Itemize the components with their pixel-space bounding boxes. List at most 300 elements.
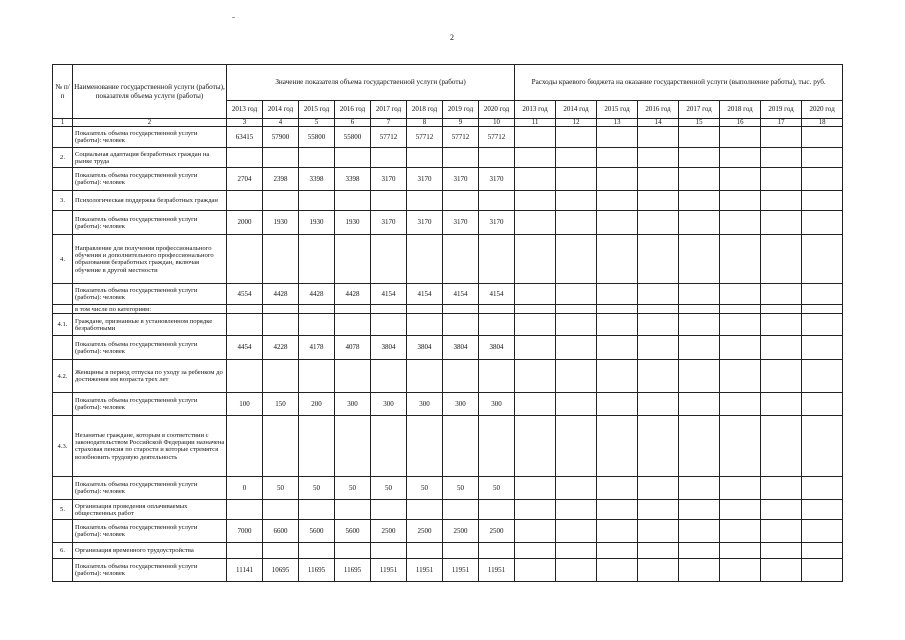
expense-cell: [679, 336, 720, 360]
column-index: 8: [407, 119, 443, 127]
column-index: 9: [443, 119, 479, 127]
services-table: [52, 64, 843, 582]
row-value: 5600: [335, 520, 371, 543]
row-value: 4228: [263, 336, 299, 360]
row-value: 3398: [335, 168, 371, 191]
row-value: [407, 543, 443, 559]
row-value: [335, 360, 371, 393]
row-number: [53, 211, 73, 235]
row-value: [227, 305, 263, 314]
expense-cell: [720, 211, 761, 235]
row-value: 3804: [479, 336, 515, 360]
year-header-values: 2018 год: [407, 101, 443, 119]
row-value: [443, 314, 479, 336]
year-header-values: 2019 год: [443, 101, 479, 119]
row-value: 4154: [407, 284, 443, 305]
header-row: [53, 65, 843, 101]
row-value: [263, 305, 299, 314]
column-index: 1: [53, 119, 73, 127]
table-row: [53, 191, 843, 211]
expense-cell: [556, 559, 597, 582]
expense-cell: [761, 477, 802, 500]
row-value: [443, 191, 479, 211]
row-value: [407, 305, 443, 314]
year-header-expenses: 2015 год: [597, 101, 638, 119]
expense-cell: [679, 191, 720, 211]
row-value: 55800: [299, 127, 335, 148]
row-value: [479, 314, 515, 336]
row-value: [263, 235, 299, 284]
expense-cell: [597, 148, 638, 168]
row-value: 11951: [479, 559, 515, 582]
expense-cell: [556, 416, 597, 477]
row-value: [227, 500, 263, 520]
row-value: [299, 543, 335, 559]
expense-cell: [638, 314, 679, 336]
row-value: 3804: [371, 336, 407, 360]
row-value: [335, 543, 371, 559]
row-name: в том числе по категориям:: [73, 305, 227, 314]
row-value: 2000: [227, 211, 263, 235]
expense-cell: [761, 559, 802, 582]
year-header-expenses: 2013 год: [515, 101, 556, 119]
row-value: 150: [263, 393, 299, 416]
header-expenses: Расходы краевого бюджета на оказание государственной услуги (выполнение работы), тыс. руб.: [515, 65, 843, 101]
year-header-expenses: 2018 год: [720, 101, 761, 119]
row-value: [299, 416, 335, 477]
row-value: 57712: [371, 127, 407, 148]
expense-cell: [802, 559, 843, 582]
expense-cell: [556, 235, 597, 284]
expense-cell: [802, 520, 843, 543]
expense-cell: [720, 336, 761, 360]
row-value: [227, 235, 263, 284]
row-name: Показатель объема государственной услуги (работы): человек: [73, 211, 227, 235]
expense-cell: [638, 543, 679, 559]
row-value: [335, 191, 371, 211]
year-header-values: 2017 год: [371, 101, 407, 119]
expense-cell: [802, 314, 843, 336]
row-value: [299, 148, 335, 168]
row-value: 3170: [443, 168, 479, 191]
row-value: [335, 305, 371, 314]
row-name: Показатель объема государственной услуги (работы): человек: [73, 127, 227, 148]
row-name: Показатель объема государственной услуги (работы): человек: [73, 168, 227, 191]
expense-cell: [679, 477, 720, 500]
expense-cell: [638, 211, 679, 235]
row-value: [443, 500, 479, 520]
row-value: [299, 191, 335, 211]
row-value: [371, 191, 407, 211]
expense-cell: [679, 520, 720, 543]
expense-cell: [761, 360, 802, 393]
row-number: [53, 559, 73, 582]
expense-cell: [679, 305, 720, 314]
table-row: [53, 305, 843, 314]
row-value: 1930: [335, 211, 371, 235]
row-value: 4428: [335, 284, 371, 305]
expense-cell: [638, 393, 679, 416]
row-name: Социальная адаптация безработных граждан на рынке труда: [73, 148, 227, 168]
expense-cell: [802, 148, 843, 168]
row-name: Показатель объема государственной услуги (работы): человек: [73, 336, 227, 360]
row-value: 3170: [479, 211, 515, 235]
expense-cell: [515, 559, 556, 582]
table-row: [53, 235, 843, 284]
expense-cell: [638, 500, 679, 520]
row-value: 6600: [263, 520, 299, 543]
page-number: 2: [450, 33, 454, 42]
row-value: 3398: [299, 168, 335, 191]
table-row: [53, 284, 843, 305]
row-number: 5.: [53, 500, 73, 520]
row-value: [299, 360, 335, 393]
row-value: [299, 235, 335, 284]
expense-cell: [720, 477, 761, 500]
table-row: [53, 336, 843, 360]
row-value: 4454: [227, 336, 263, 360]
expense-cell: [761, 284, 802, 305]
expense-cell: [802, 235, 843, 284]
column-index: 4: [263, 119, 299, 127]
row-value: [335, 500, 371, 520]
table-row: [53, 127, 843, 148]
expense-cell: [802, 191, 843, 211]
row-value: 3804: [407, 336, 443, 360]
row-value: [371, 305, 407, 314]
row-value: 4154: [479, 284, 515, 305]
row-value: [299, 314, 335, 336]
row-value: 11951: [407, 559, 443, 582]
row-value: [479, 360, 515, 393]
row-value: [479, 543, 515, 559]
expense-cell: [597, 416, 638, 477]
year-header-expenses: 2014 год: [556, 101, 597, 119]
expense-cell: [597, 543, 638, 559]
row-value: 200: [299, 393, 335, 416]
row-value: [443, 235, 479, 284]
expense-cell: [556, 477, 597, 500]
row-value: [479, 191, 515, 211]
expense-cell: [679, 500, 720, 520]
row-number: [53, 520, 73, 543]
row-value: [335, 314, 371, 336]
row-value: 50: [479, 477, 515, 500]
row-value: 11951: [443, 559, 479, 582]
row-value: 11141: [227, 559, 263, 582]
expense-cell: [679, 211, 720, 235]
row-value: 3170: [479, 168, 515, 191]
expense-cell: [638, 520, 679, 543]
index-row: [53, 119, 843, 127]
row-value: [407, 191, 443, 211]
expense-cell: [802, 305, 843, 314]
row-number: [53, 477, 73, 500]
row-value: 300: [335, 393, 371, 416]
column-index: 17: [761, 119, 802, 127]
row-value: 3170: [443, 211, 479, 235]
row-name: Женщины в период отпуска по уходу за ребенком до достижения им возраста трех лет: [73, 360, 227, 393]
expense-cell: [720, 168, 761, 191]
expense-cell: [761, 235, 802, 284]
row-value: 57900: [263, 127, 299, 148]
year-header-values: 2015 год: [299, 101, 335, 119]
expense-cell: [638, 235, 679, 284]
row-value: [407, 360, 443, 393]
row-value: [371, 500, 407, 520]
expense-cell: [638, 284, 679, 305]
row-value: 4154: [371, 284, 407, 305]
row-value: 3170: [371, 168, 407, 191]
row-value: [263, 500, 299, 520]
table-row: [53, 314, 843, 336]
row-value: 4178: [299, 336, 335, 360]
row-value: [227, 543, 263, 559]
expense-cell: [556, 500, 597, 520]
row-value: 11695: [335, 559, 371, 582]
table-row: [53, 360, 843, 393]
row-name: Организация временного трудоустройства: [73, 543, 227, 559]
expense-cell: [802, 543, 843, 559]
row-value: [263, 543, 299, 559]
row-name: Показатель объема государственной услуги (работы): человек: [73, 520, 227, 543]
expense-cell: [802, 127, 843, 148]
expense-cell: [597, 314, 638, 336]
expense-cell: [761, 305, 802, 314]
expense-cell: [679, 127, 720, 148]
row-value: 4154: [443, 284, 479, 305]
expense-cell: [638, 305, 679, 314]
expense-cell: [638, 168, 679, 191]
row-value: 300: [479, 393, 515, 416]
row-value: 57712: [443, 127, 479, 148]
expense-cell: [556, 336, 597, 360]
row-value: [263, 416, 299, 477]
row-value: 1930: [299, 211, 335, 235]
row-value: 2398: [263, 168, 299, 191]
row-value: 100: [227, 393, 263, 416]
expense-cell: [515, 543, 556, 559]
expense-cell: [597, 360, 638, 393]
expense-cell: [720, 500, 761, 520]
expense-cell: [597, 127, 638, 148]
row-number: 2.: [53, 148, 73, 168]
expense-cell: [720, 520, 761, 543]
row-number: 4.: [53, 235, 73, 284]
row-number: [53, 393, 73, 416]
expense-cell: [515, 148, 556, 168]
row-name: Организация проведения оплачиваемых общественных работ: [73, 500, 227, 520]
year-header-expenses: 2016 год: [638, 101, 679, 119]
row-value: [263, 314, 299, 336]
row-value: 2500: [407, 520, 443, 543]
row-name: Показатель объема государственной услуги (работы): человек: [73, 284, 227, 305]
row-value: 50: [335, 477, 371, 500]
row-number: 6.: [53, 543, 73, 559]
expense-cell: [802, 393, 843, 416]
column-index: 6: [335, 119, 371, 127]
column-index: 15: [679, 119, 720, 127]
expense-cell: [802, 336, 843, 360]
row-value: [335, 416, 371, 477]
year-header-expenses: 2019 год: [761, 101, 802, 119]
expense-cell: [556, 148, 597, 168]
row-value: 300: [407, 393, 443, 416]
expense-cell: [556, 284, 597, 305]
expense-cell: [720, 284, 761, 305]
row-name: Показатель объема государственной услуги (работы): человек: [73, 393, 227, 416]
year-header-values: 2020 год: [479, 101, 515, 119]
expense-cell: [597, 305, 638, 314]
expense-cell: [638, 148, 679, 168]
row-value: [479, 148, 515, 168]
expense-cell: [515, 336, 556, 360]
expense-cell: [597, 336, 638, 360]
expense-cell: [679, 284, 720, 305]
row-number: 3.: [53, 191, 73, 211]
row-value: 10695: [263, 559, 299, 582]
table-row: [53, 520, 843, 543]
expense-cell: [802, 500, 843, 520]
expense-cell: [761, 148, 802, 168]
expense-cell: [679, 559, 720, 582]
expense-cell: [761, 416, 802, 477]
expense-cell: [761, 500, 802, 520]
row-value: [443, 305, 479, 314]
row-number: [53, 168, 73, 191]
row-value: [227, 416, 263, 477]
expense-cell: [802, 284, 843, 305]
expense-cell: [720, 191, 761, 211]
expense-cell: [761, 336, 802, 360]
row-value: [371, 416, 407, 477]
expense-cell: [597, 477, 638, 500]
expense-cell: [597, 211, 638, 235]
year-header-values: 2016 год: [335, 101, 371, 119]
row-value: [479, 416, 515, 477]
row-value: 11951: [371, 559, 407, 582]
expense-cell: [679, 393, 720, 416]
expense-cell: [679, 148, 720, 168]
expense-cell: [597, 500, 638, 520]
expense-cell: [761, 168, 802, 191]
expense-cell: [679, 235, 720, 284]
table-row: [53, 500, 843, 520]
row-value: 57712: [479, 127, 515, 148]
row-number: [53, 305, 73, 314]
row-value: [407, 148, 443, 168]
column-index: 2: [73, 119, 227, 127]
row-value: 55800: [335, 127, 371, 148]
row-value: 4078: [335, 336, 371, 360]
row-value: 50: [407, 477, 443, 500]
expense-cell: [638, 127, 679, 148]
row-value: 2704: [227, 168, 263, 191]
expense-cell: [556, 543, 597, 559]
row-value: 63415: [227, 127, 263, 148]
header-name: Наименование государственной услуги (работы), показателя объема услуги (работы): [73, 65, 227, 119]
row-value: 3170: [371, 211, 407, 235]
row-name: Показатель объема государственной услуги (работы): человек: [73, 559, 227, 582]
table-row: [53, 393, 843, 416]
expense-cell: [720, 559, 761, 582]
column-index: 18: [802, 119, 843, 127]
expense-cell: [597, 235, 638, 284]
column-index: 16: [720, 119, 761, 127]
expense-cell: [638, 559, 679, 582]
expense-cell: [515, 477, 556, 500]
row-value: [227, 191, 263, 211]
expense-cell: [556, 520, 597, 543]
expense-cell: [556, 393, 597, 416]
expense-cell: [556, 168, 597, 191]
expense-cell: [761, 314, 802, 336]
row-value: 300: [371, 393, 407, 416]
row-value: [443, 543, 479, 559]
expense-cell: [515, 520, 556, 543]
expense-cell: [802, 416, 843, 477]
expense-cell: [720, 543, 761, 559]
row-value: 4428: [263, 284, 299, 305]
expense-cell: [761, 127, 802, 148]
row-value: [335, 148, 371, 168]
column-index: 10: [479, 119, 515, 127]
row-value: 1930: [263, 211, 299, 235]
column-index: 14: [638, 119, 679, 127]
row-value: [263, 191, 299, 211]
row-value: [407, 235, 443, 284]
row-value: [371, 314, 407, 336]
expense-cell: [679, 168, 720, 191]
expense-cell: [679, 360, 720, 393]
row-value: 4554: [227, 284, 263, 305]
expense-cell: [720, 305, 761, 314]
expense-cell: [720, 314, 761, 336]
expense-cell: [556, 211, 597, 235]
year-header-values: 2014 год: [263, 101, 299, 119]
row-value: [371, 360, 407, 393]
expense-cell: [515, 127, 556, 148]
expense-cell: [597, 284, 638, 305]
expense-cell: [556, 191, 597, 211]
expense-cell: [679, 543, 720, 559]
row-value: 11695: [299, 559, 335, 582]
year-header-expenses: 2020 год: [802, 101, 843, 119]
expense-cell: [515, 305, 556, 314]
row-name: Психологическая поддержка безработных граждан: [73, 191, 227, 211]
expense-cell: [515, 314, 556, 336]
expense-cell: [515, 284, 556, 305]
row-value: 300: [443, 393, 479, 416]
row-name: Незанятые граждане, которым в соответствии с законодательством Российской Федерации назначена страховая пенсия по старости и которые стремятся возобновить трудовую деятельность: [73, 416, 227, 477]
expense-cell: [761, 191, 802, 211]
row-value: 3170: [407, 168, 443, 191]
header-values: Значение показателя объема государственной услуги (работы): [227, 65, 515, 101]
scan-speck: [232, 17, 235, 18]
row-value: 2500: [479, 520, 515, 543]
expense-cell: [515, 191, 556, 211]
expense-cell: [638, 191, 679, 211]
row-value: [443, 416, 479, 477]
table-row: [53, 477, 843, 500]
row-value: [479, 305, 515, 314]
expense-cell: [556, 314, 597, 336]
row-value: [443, 148, 479, 168]
expense-cell: [720, 360, 761, 393]
expense-cell: [556, 305, 597, 314]
expense-cell: [720, 393, 761, 416]
row-value: 5600: [299, 520, 335, 543]
